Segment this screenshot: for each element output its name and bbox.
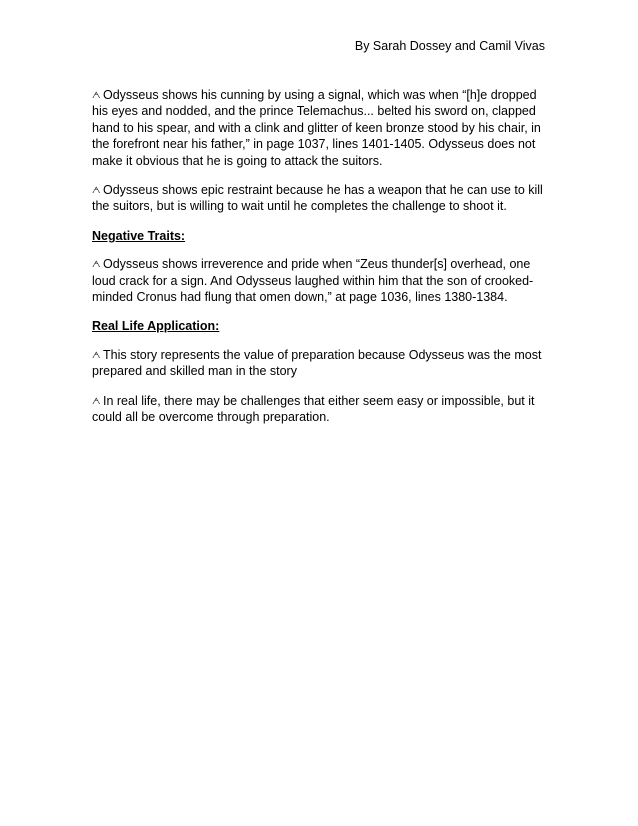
document-body bbox=[92, 87, 552, 439]
paragraph-positive-1 bbox=[92, 87, 552, 169]
paragraph-application-2 bbox=[92, 393, 552, 426]
paragraph-text: This story represents the value of preparation because Odysseus was the most prepared and skilled man in the story bbox=[92, 347, 542, 379]
paragraph-application-1 bbox=[92, 347, 552, 380]
paragraph-text: Odysseus shows epic restraint because he has a weapon that he can use to kill the suitors, but is willing to wait until he completes the challenge to shoot it. bbox=[92, 183, 543, 214]
bullet-icon: ᗅ bbox=[92, 185, 101, 196]
paragraph-text: Odysseus shows his cunning by using a signal, which was when “[h]e dropped his eyes and nodded, and the prince Telemachus... belted his sword on, clapped hand to his spear, and with a clink and glitter of keen bronze stood by his chair, in the forefront near his father,” in page 1037, lines 1401-1405. Odysseus does not make it obvious that he is going to attack the suitors. bbox=[92, 88, 541, 168]
bullet-icon: ᗅ bbox=[92, 90, 101, 100]
paragraph-text: In real life, there may be challenges that either seem easy or impossible, but it could all be overcome through preparation. bbox=[92, 393, 535, 425]
paragraph-text: Odysseus shows irreverence and pride when “Zeus thunder[s] overhead, one loud crack for a sign. And Odysseus laughed within him that the son of crooked-minded Cronus had flung that omen down,” at page 1036, lines 1380-1384. bbox=[92, 257, 534, 305]
paragraph-positive-2 bbox=[92, 182, 552, 215]
author-byline: By Sarah Dossey and Camil Vivas bbox=[354, 39, 545, 53]
bullet-icon: ᗅ bbox=[92, 259, 101, 270]
heading-negative-traits: Negative Traits: bbox=[92, 228, 186, 243]
bullet-icon: ᗅ bbox=[92, 349, 101, 360]
paragraph-negative-1 bbox=[92, 256, 552, 305]
heading-real-life-application: Real Life Application: bbox=[92, 319, 220, 334]
bullet-icon: ᗅ bbox=[92, 395, 101, 406]
